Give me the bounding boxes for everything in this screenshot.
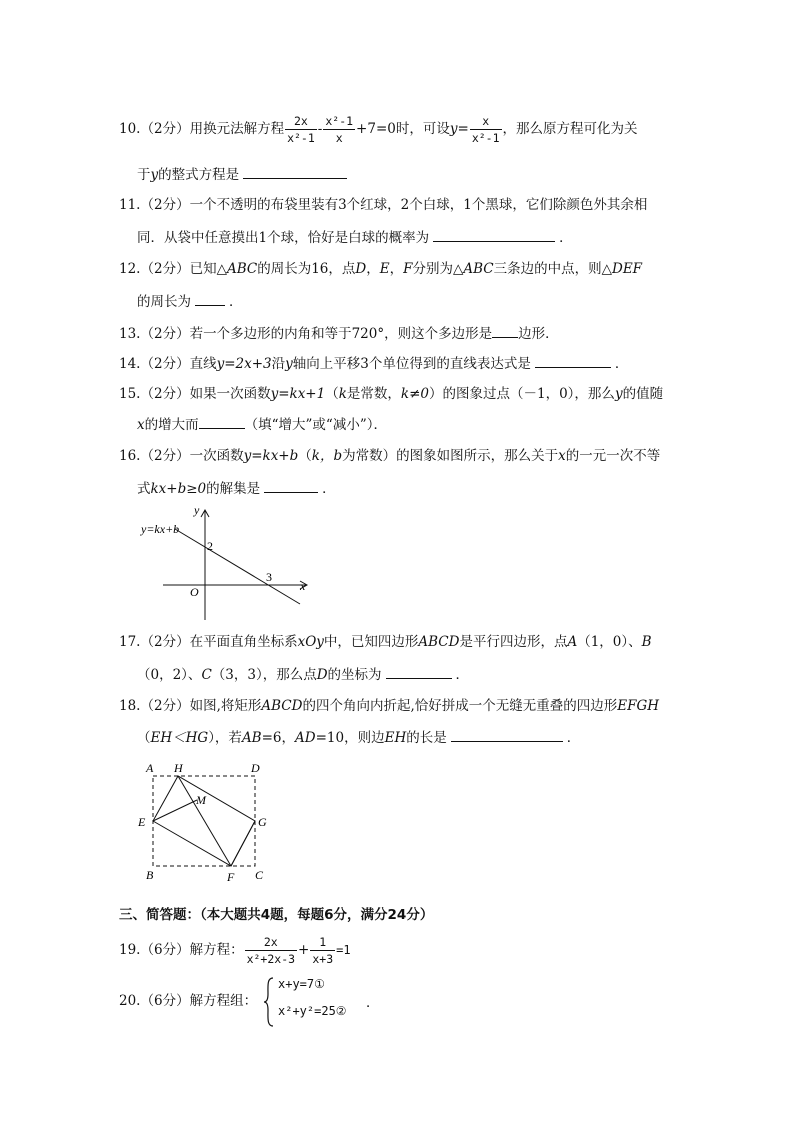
system-equation-2: x²+y²=25② [278,1004,347,1018]
variable: AB [241,730,262,746]
question-points: （2分） [140,261,190,277]
point-h-label: H [174,761,183,775]
question-text: =10，则边 [315,730,385,746]
variable: D [316,667,328,683]
left-brace-icon [262,976,276,1028]
variable: y [285,356,293,372]
question-15 [119,384,663,404]
fraction-1 [245,934,297,967]
question-text: 沿 [271,356,286,372]
question-number: 16. [119,448,141,464]
question-text: 边形． [518,326,559,342]
variable: AD [295,730,316,746]
question-number: 20. [119,993,141,1009]
question-text: （ [298,448,312,464]
point-e-label: E [138,815,146,829]
question-text: （0，2）、 [137,667,202,683]
line-label: y=kx+b [141,522,180,536]
question-text: （3，3），那么点 [211,667,317,683]
question-15-line-2 [137,414,387,435]
question-points: （2分） [140,448,190,464]
question-10-line-2 [137,164,351,185]
point-m-label: M [196,793,206,807]
fraction-numerator: 2x [245,934,297,951]
question-text: +7=0时，可设 [356,121,450,137]
x-intercept-label: 3 [266,570,272,584]
fraction-denominator: x²+2x-3 [246,952,296,966]
plus-sign: + [298,942,310,958]
answer-blank[interactable] [492,323,518,338]
variable: E [379,261,390,277]
question-number: 18. [119,698,141,714]
fraction-denominator: x²-1 [287,131,315,145]
point-d-label: D [251,761,260,775]
question-10 [119,113,638,146]
question-text: 的长是 [406,730,447,746]
question-text: ）的图象过点（－1，0），那么 [429,386,615,402]
question-text: 直线 [189,356,217,372]
section-heading: 三、简答题：（本大题共4题，每题6分，满分24分） [119,907,434,923]
variable: y [614,386,623,402]
question-19 [119,934,351,967]
variable: k，b [311,448,343,464]
question-number: 14. [119,356,141,372]
variable: k [338,386,347,402]
fold-line-em [153,800,197,821]
question-number: 17. [119,634,141,650]
question-text: 解方程： [189,942,244,958]
diagonal-hf [178,776,231,866]
question-text: 用换元法解方程 [189,121,285,137]
variable: B [641,634,652,650]
point-f-label: F [227,870,235,884]
question-text: 如图,将矩形 [189,698,262,714]
point-g-label: G [258,815,267,829]
question-16 [119,446,660,466]
variable: DEF [612,261,643,277]
folded-rectangle-figure [135,758,275,888]
point-a-label: A [146,761,154,775]
question-text: 的解集是 [206,481,261,497]
variable: A [567,634,578,650]
question-text: 一个不透明的布袋里装有3个红球，2个白球，1个黑球，它们除颜色外其余相 [189,197,648,213]
question-text: 一次函数 [189,448,244,464]
fraction-3 [470,113,502,146]
question-points: （2分） [140,356,190,372]
question-text: ，那么原方程可化为关 [502,121,638,137]
question-text: 是常数， [346,386,401,402]
question-text: 的四个角向内折起,恰好拼成一个无缝无重叠的四边形 [302,698,618,714]
question-number: 10. [119,121,141,137]
fraction-1 [285,113,317,146]
variable: ABCD [261,698,303,714]
equation: y=2x+3 [216,356,272,372]
question-text: （1，0）、 [577,634,642,650]
variable: xOy [297,634,324,650]
inequality: kx+b≥0 [150,481,207,497]
question-text: 中，已知四边形 [323,634,419,650]
equals-sign: = [457,121,469,137]
question-20 [119,991,257,1011]
answer-blank[interactable] [451,727,563,742]
variable: F [403,261,413,277]
question-18-line-2 [137,727,580,748]
question-11-line-2 [137,227,573,248]
question-text: （填“增大”或“减小”）． [244,417,387,433]
punctuation: ． [566,730,581,746]
question-text: 已知△ [189,261,227,277]
question-text: 的值随 [622,386,664,402]
question-12 [119,259,642,279]
variable: x [137,417,145,433]
question-16-line-2 [137,478,336,499]
question-text: =6， [261,730,296,746]
punctuation: ， [389,261,404,277]
fraction-2 [310,934,335,967]
answer-blank[interactable] [195,291,225,306]
variable: ABC [463,261,494,277]
point-b-label: B [146,868,154,882]
answer-blank[interactable] [535,353,611,368]
fraction-2 [323,113,355,146]
equation-rhs: =1 [336,943,351,957]
punctuation: ． [559,230,573,246]
variable: EFGH [617,698,660,714]
question-text: 的整式方程是 [158,167,240,183]
question-11 [119,195,647,215]
question-text: （ [325,386,339,402]
question-text: 轴向上平移3个单位得到的直线表达式是 [292,356,531,372]
question-text: 于 [137,167,151,183]
question-17 [119,632,652,652]
question-text: 是平行四边形，点 [459,634,568,650]
question-number: 13. [119,326,141,342]
y-intercept-label: 2 [207,539,213,553]
question-number: 12. [119,261,141,277]
punctuation: ． [229,294,243,310]
punctuation: ． [614,356,629,372]
variable: x [558,448,566,464]
variable: EH [384,730,407,746]
question-text: 三条边的中点，则△ [493,261,612,277]
punctuation: ， [366,261,380,277]
question-text: 为常数）的图象如图所示，那么关于 [342,448,559,464]
side-fg [231,821,255,866]
question-text: 解方程组： [189,993,258,1009]
question-text: 的周长为16，点 [257,261,356,277]
question-13 [119,323,559,344]
fraction-numerator: 1 [310,934,335,951]
fraction-denominator: x+3 [312,952,334,966]
variable: ABCD [418,634,460,650]
question-points: （2分） [140,698,190,714]
question-number: 19. [119,942,141,958]
equation: y=kx+b [243,448,299,464]
question-text: （ [137,730,151,746]
answer-blank[interactable] [433,227,555,242]
punctuation: ． [366,995,380,1011]
question-text: 的一元一次不等 [565,448,661,464]
fraction-denominator: x [335,131,343,145]
question-text: 的增大而 [144,417,199,433]
question-14 [119,353,628,374]
question-text: 的周长为 [137,294,191,310]
question-text: 在平面直角坐标系 [189,634,298,650]
question-text: 式 [137,481,151,497]
variable: D [355,261,367,277]
fraction-denominator: x²-1 [471,131,500,145]
answer-blank[interactable] [243,164,347,179]
fraction-numerator: x²-1 [325,114,354,128]
point-c-label: C [255,868,264,882]
variable: ABC [226,261,258,277]
question-number: 11. [119,197,141,213]
minus-sign: - [317,121,323,137]
variable: C [201,667,212,683]
variable: EH＜HG [150,730,209,746]
question-18 [119,696,659,716]
question-number: 15. [119,386,141,402]
variable: y [150,167,159,183]
equation: y=kx+1 [270,386,326,402]
answer-blank[interactable] [199,414,245,429]
question-text: ），若 [208,730,242,746]
x-axis-label: x [300,579,306,593]
question-text: 分别为△ [412,261,464,277]
answer-blank[interactable] [386,664,452,679]
fraction-numerator: 2x [285,113,317,130]
variable: k≠0 [400,386,429,402]
question-points: （2分） [140,326,190,342]
question-12-line-2 [137,291,243,312]
question-text: 若一个多边形的内角和等于720°，则这个多边形是 [189,326,493,342]
punctuation: ． [455,667,470,683]
origin-label: O [190,585,199,599]
question-text: 同．从袋中任意摸出1个球，恰好是白球的概率为 [137,230,430,246]
question-text: 如果一次函数 [189,386,271,402]
variable: y [449,121,458,137]
question-points: （2分） [140,634,190,650]
fraction-numerator: x [470,113,502,130]
question-17-line-2 [137,664,469,685]
question-points: （6分） [140,942,190,958]
question-points: （6分） [140,993,190,1009]
question-points: （2分） [140,386,190,402]
linear-function-graph [135,500,315,625]
question-text: 的坐标为 [327,667,382,683]
punctuation: ． [322,481,336,497]
question-points: （2分） [140,121,190,137]
answer-blank[interactable] [264,478,318,493]
system-equation-1: x+y=7① [278,977,325,991]
y-axis-label: y [194,503,200,517]
question-points: （2分） [140,197,190,213]
